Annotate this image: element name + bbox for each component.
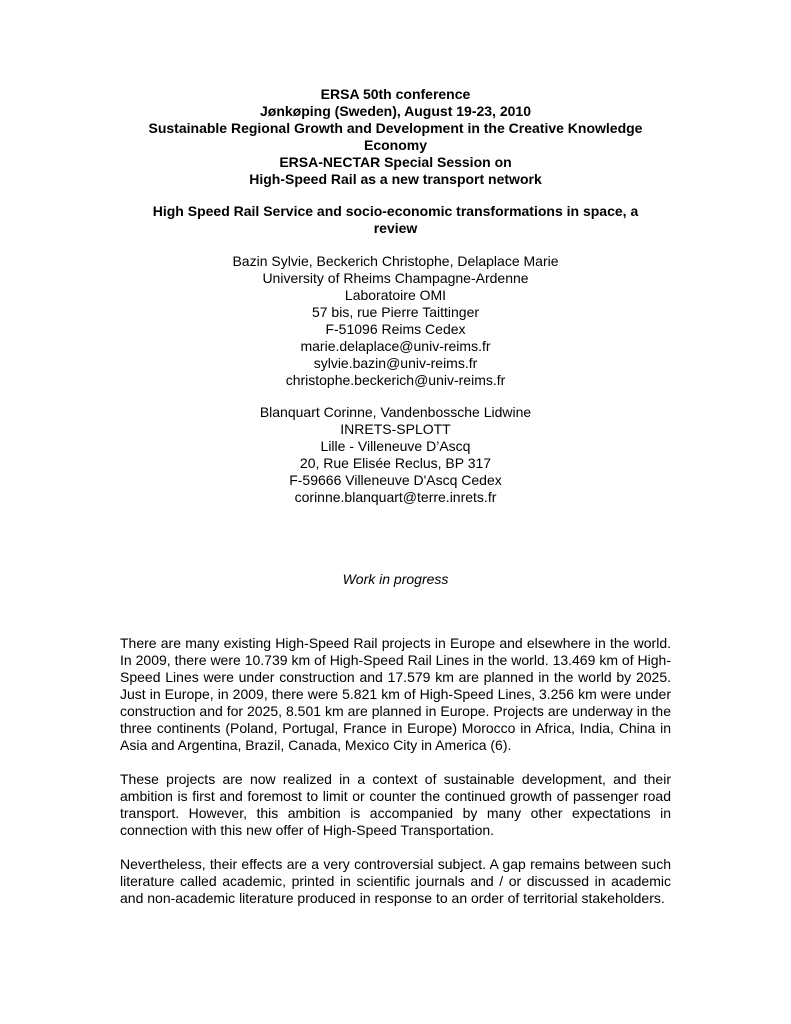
- author-block-rheims: [120, 253, 671, 389]
- paragraph: These projects are now realized in a context of sustainable development, and their ambition is first and foremost to limit or counter the continued growth of passenger road transport. However, this ambition is accompanied by many other expectations in connection with this new offer of High-Speed Transportation.: [120, 771, 671, 838]
- email-link[interactable]: marie.delaplace@univ-reims.fr: [300, 338, 491, 354]
- status-note: Work in progress: [342, 571, 449, 587]
- address-location: Lille - Villeneuve D’Ascq: [320, 438, 471, 454]
- laboratory: Laboratoire OMI: [344, 287, 447, 303]
- conference-header: [120, 86, 671, 188]
- header-line: Jønkøping (Sweden), August 19-23, 2010: [260, 103, 531, 119]
- email-link[interactable]: corinne.blanquart@terre.inrets.fr: [294, 489, 497, 505]
- address-city: F-51096 Reims Cedex: [325, 321, 466, 337]
- paragraph: Nevertheless, their effects are a very controversial subject. A gap remains between such literature called academic, printed in scientific journals and / or discussed in academic and non-academic literature produced in response to an order of territorial stakeholders.: [120, 856, 671, 906]
- header-line: Sustainable Regional Growth and Development in the Creative Knowledge: [148, 120, 643, 136]
- affiliation: University of Rheims Champagne-Ardenne: [262, 270, 529, 286]
- header-line: ERSA 50th conference: [320, 86, 471, 102]
- title-line: High Speed Rail Service and socio-economic transformations in space, a: [152, 203, 639, 219]
- body-text: [120, 635, 671, 924]
- author-names: Blanquart Corinne, Vandenbossche Lidwine: [259, 404, 532, 420]
- address-city: F-59666 Villeneuve D'Ascq Cedex: [289, 472, 502, 488]
- email-link[interactable]: christophe.beckerich@univ-reims.fr: [285, 372, 506, 388]
- address-street: 20, Rue Elisée Reclus, BP 317: [299, 455, 492, 471]
- header-line: ERSA-NECTAR Special Session on: [279, 154, 512, 170]
- paragraph: There are many existing High-Speed Rail projects in Europe and elsewhere in the world. In 2009, there were 10.739 km of High-Speed Rail Lines in the world. 13.469 km of High-Speed Lines were under construction and 17.579 km are planned in the world by 2025. Just in Europe, in 2009, there were 5.821 km of High-Speed Lines, 3.256 km were under construction and for 2025, 8.501 km are planned in Europe. Projects are underway in the three continents (Poland, Portugal, France in Europe) Morocco in Africa, India, China in Asia and Argentina, Brazil, Canada, Mexico City in America (6).: [120, 635, 671, 753]
- address-street: 57 bis, rue Pierre Taittinger: [311, 304, 480, 320]
- header-line: Economy: [363, 137, 427, 153]
- author-names: Bazin Sylvie, Beckerich Christophe, Delaplace Marie: [232, 253, 559, 269]
- author-block-inrets: [120, 404, 671, 506]
- paper-title: [120, 203, 671, 237]
- affiliation: INRETS-SPLOTT: [340, 421, 451, 437]
- header-line: High-Speed Rail as a new transport network: [249, 171, 542, 187]
- title-line: review: [373, 220, 418, 236]
- email-link[interactable]: sylvie.bazin@univ-reims.fr: [313, 355, 478, 371]
